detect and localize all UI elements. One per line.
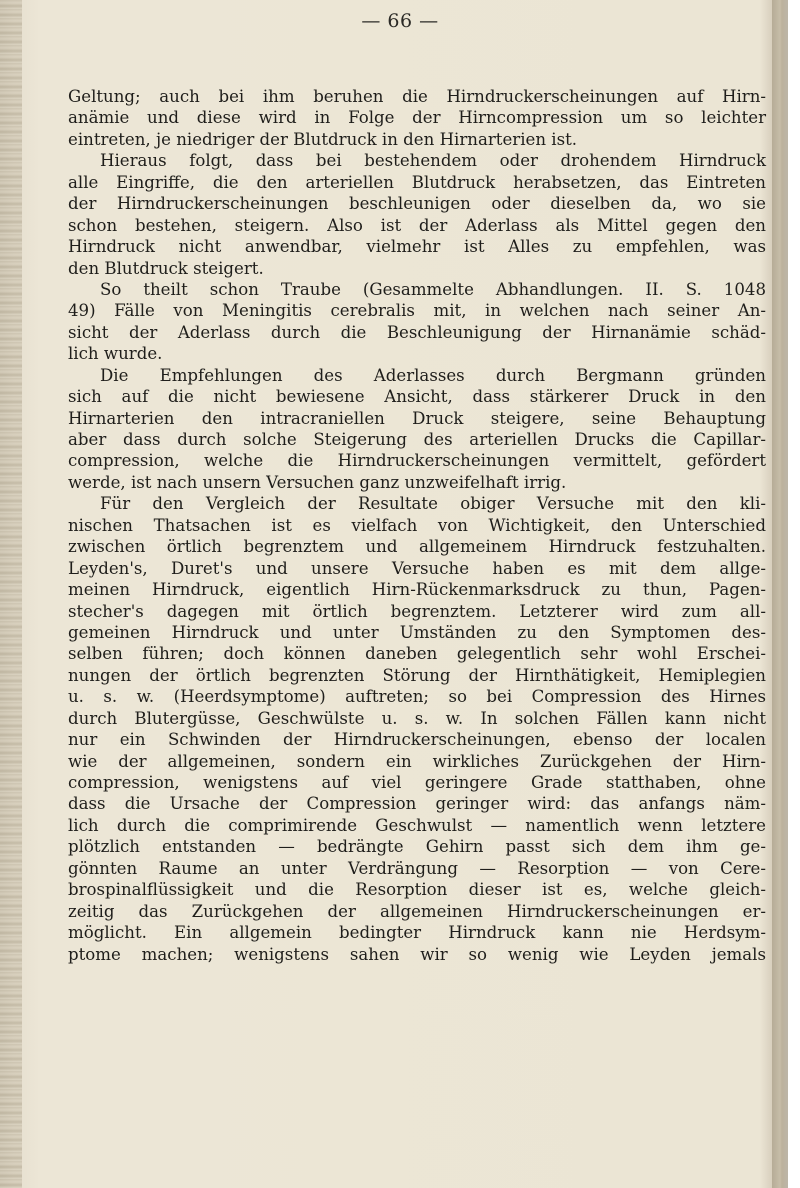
text-line: dass die Ursache der Compression geringer wird: das anfangs näm- xyxy=(68,794,766,814)
text-line: gönnten Raume an unter Verdrängung — Resorption — von Cere- xyxy=(68,858,766,878)
text-line: lich durch die comprimirende Geschwulst — namentlich wenn letztere xyxy=(68,815,766,835)
text-line: plötzlich entstanden — bedrängte Gehirn passt sich dem ihm ge- xyxy=(68,837,766,857)
text-line: Die Empfehlungen des Aderlasses durch Bergmann gründen xyxy=(100,365,766,385)
text-line: eintreten, je niedriger der Blutdruck in den Hirnarterien ist. xyxy=(68,129,578,149)
text-line: nungen der örtlich begrenzten Störung der Hirnthätigkeit, Hemiplegien xyxy=(68,665,766,685)
text-line: nischen Thatsachen ist es vielfach von Wichtigkeit, den Unterschied xyxy=(68,515,766,535)
body-text xyxy=(68,86,766,965)
text-line: gemeinen Hirndruck und unter Umständen zu den Symptomen des- xyxy=(68,622,766,642)
text-line: 49) Fälle von Meningitis cerebralis mit, in welchen nach seiner An- xyxy=(68,301,766,321)
text-line: werde, ist nach unsern Versuchen ganz unzweifelhaft irrig. xyxy=(68,472,567,492)
text-line: schon bestehen, steigern. Also ist der Aderlass als Mittel gegen den xyxy=(68,215,766,235)
page-number: — 66 — xyxy=(361,10,439,32)
text-line: Hirnarterien den intracraniellen Druck steigere, seine Behauptung xyxy=(68,408,766,428)
text-line: anämie und diese wird in Folge der Hirncompression um so leichter xyxy=(68,108,766,128)
text-line: aber dass durch solche Steigerung des arteriellen Drucks die Capillar- xyxy=(68,430,766,449)
text-line: ptome machen; wenigstens sahen wir so wenig wie Leyden jemals xyxy=(68,944,766,964)
text-line: lich wurde. xyxy=(68,344,163,364)
text-line: sich auf die nicht bewiesene Ansicht, dass stärkerer Druck in den xyxy=(68,387,766,407)
text-line: möglicht. Ein allgemein bedingter Hirndruck kann nie Herdsym- xyxy=(68,923,766,943)
text-line: Hieraus folgt, dass bei bestehendem oder drohendem Hirndruck xyxy=(100,151,766,171)
text-line: nur ein Schwinden der Hirndruckerscheinungen, ebenso der localen xyxy=(68,730,766,750)
text-line: Für den Vergleich der Resultate obiger Versuche mit den kli- xyxy=(100,494,766,514)
text-line: compression, welche die Hirndruckerscheinungen vermittelt, gefördert xyxy=(68,451,766,471)
text-line: brospinalflüssigkeit und die Resorption dieser ist es, welche gleich- xyxy=(68,880,766,900)
text-line: Hirndruck nicht anwendbar, vielmehr ist Alles zu empfehlen, was xyxy=(68,237,766,257)
text-line: compression, wenigstens auf viel geringere Grade statthaben, ohne xyxy=(68,773,766,792)
text-line: wie der allgemeinen, sondern ein wirkliches Zurückgehen der Hirn- xyxy=(68,751,766,771)
text-line: Leyden's, Duret's und unsere Versuche haben es mit dem allge- xyxy=(68,558,766,578)
text-line: u. s. w. (Heerdsymptome) auftreten; so bei Compression des Hirnes xyxy=(68,687,766,707)
text-line: meinen Hirndruck, eigentlich Hirn-Rückenmarksdruck zu thun, Pagen- xyxy=(68,580,766,600)
text-line: So theilt schon Traube (Gesammelte Abhandlungen. II. S. 1048 xyxy=(100,279,766,299)
text-line: durch Blutergüsse, Geschwülste u. s. w. In solchen Fällen kann nicht xyxy=(68,708,766,728)
text-line: alle Eingriffe, die den arteriellen Blutdruck herabsetzen, das Eintreten xyxy=(68,172,766,192)
text-line: Geltung; auch bei ihm beruhen die Hirndruckerscheinungen auf Hirn- xyxy=(68,87,766,106)
text-line: selben führen; doch können daneben gelegentlich sehr wohl Erschei- xyxy=(68,644,766,664)
text-line: den Blutdruck steigert. xyxy=(68,258,264,278)
page-left-edge-shadow xyxy=(0,0,22,1188)
text-line: zeitig das Zurückgehen der allgemeinen Hirndruckerscheinungen er- xyxy=(68,901,766,921)
text-line: zwischen örtlich begrenztem und allgemeinem Hirndruck festzuhalten. xyxy=(68,537,766,557)
text-line: der Hirndruckerscheinungen beschleunigen oder dieselben da, wo sie xyxy=(68,194,766,214)
text-line: sicht der Aderlass durch die Beschleunigung der Hirnanämie schäd- xyxy=(68,322,766,342)
page-right-edge-shadow xyxy=(772,0,788,1188)
text-line: stecher's dagegen mit örtlich begrenztem. Letzterer wird zum all- xyxy=(68,601,766,621)
